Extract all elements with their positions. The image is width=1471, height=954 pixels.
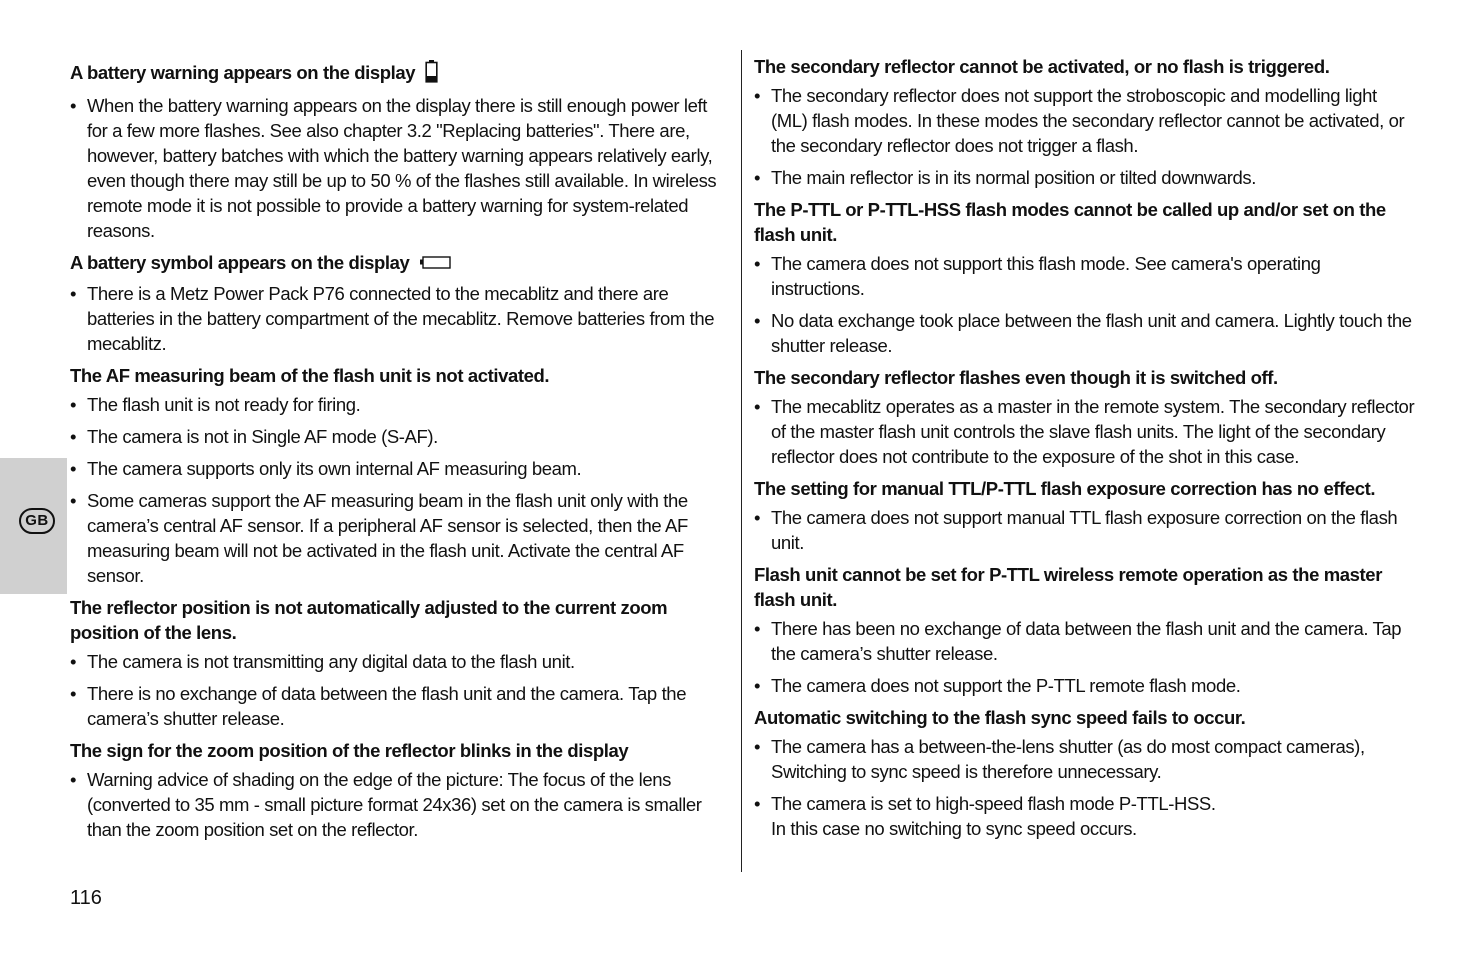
section-heading: A battery symbol appears on the display <box>70 250 732 277</box>
list-item: • Some cameras support the AF measuring beam in the flash unit only with the camera’s central AF sensor. If a peripheral AF sensor is selected, then the AF measuring beam will not be activated in the flash unit. Activate the central AF sensor. <box>70 488 732 588</box>
section-heading: The sign for the zoom position of the reflector blinks in the display <box>70 739 629 761</box>
section-heading: The AF measuring beam of the flash unit is not activated. <box>70 364 550 386</box>
list-item: • There has been no exchange of data between the flash unit and the camera. Tap the camera’s shutter release. <box>754 616 1416 666</box>
list-item: • The camera supports only its own internal AF measuring beam. <box>70 456 732 481</box>
section <box>70 59 732 243</box>
section <box>70 250 732 356</box>
list-item: • No data exchange took place between the flash unit and camera. Lightly touch the shutter release. <box>754 308 1416 358</box>
section <box>754 476 1416 555</box>
list-item: • The camera is not transmitting any digital data to the flash unit. <box>70 649 732 674</box>
list-item: • The flash unit is not ready for firing. <box>70 392 732 417</box>
section-heading: Flash unit cannot be set for P-TTL wireless remote operation as the master flash unit. <box>754 564 1382 610</box>
section-heading: The secondary reflector flashes even though it is switched off. <box>754 367 1278 388</box>
right-column <box>754 50 1416 848</box>
list-item: • The main reflector is in its normal position or tilted downwards. <box>754 165 1416 190</box>
section <box>70 363 732 588</box>
section-heading: The secondary reflector cannot be activated, or no flash is triggered. <box>754 56 1330 77</box>
page-number: 116 <box>70 887 102 909</box>
section <box>754 365 1416 469</box>
list-item: • The camera does not support this flash mode. See camera's operating instructions. <box>754 251 1416 301</box>
section-heading: The reflector position is not automatically adjusted to the current zoom position of the lens. <box>70 596 668 643</box>
section <box>754 562 1416 698</box>
list-item: • When the battery warning appears on the display there is still enough power left for a few more flashes. See also chapter 3.2 "Replacing batteries". There are, however, battery batches with which the battery warning appears relatively early, even though there may still be up to 50 % of the flashes still available. In wireless remote mode it is not possible to provide a battery warning for system-related reasons. <box>70 93 732 243</box>
list-item: • The mecablitz operates as a master in the remote system. The secondary reflector of the master flash unit controls the slave flash units. The light of the secondary reflector does not contribute to the exposure of the shot in this case. <box>754 394 1416 469</box>
section <box>754 54 1416 190</box>
list-item: • There is a Metz Power Pack P76 connected to the mecablitz and there are batteries in the battery compartment of the mecablitz. Remove batteries from the mecablitz. <box>70 281 732 356</box>
language-badge: GB <box>19 508 55 534</box>
section-heading: A battery warning appears on the display <box>70 59 732 89</box>
list-item: • There is no exchange of data between the flash unit and the camera. Tap the camera’s shutter release. <box>70 681 732 731</box>
list-item: • The camera is set to high-speed flash mode P-TTL-HSS. In this case no switching to sync speed occurs. <box>754 791 1416 841</box>
list-item: • The camera has a between-the-lens shutter (as do most compact cameras), Switching to sync speed is therefore unnecessary. <box>754 734 1416 784</box>
section-heading: Automatic switching to the flash sync speed fails to occur. <box>754 707 1246 728</box>
left-column <box>70 50 732 849</box>
column-divider <box>741 50 742 872</box>
section <box>754 197 1416 358</box>
list-item: • The camera is not in Single AF mode (S-AF). <box>70 424 732 449</box>
list-item: • The camera does not support manual TTL flash exposure correction on the flash unit. <box>754 505 1416 555</box>
section <box>754 705 1416 841</box>
section-heading: The P-TTL or P-TTL-HSS flash modes cannot be called up and/or set on the flash unit. <box>754 199 1386 245</box>
battery-warning-icon <box>425 59 438 89</box>
battery-symbol-icon <box>419 252 451 277</box>
section <box>70 738 732 842</box>
section-heading: The setting for manual TTL/P-TTL flash exposure correction has no effect. <box>754 478 1376 499</box>
list-item: • The secondary reflector does not support the stroboscopic and modelling light (ML) flash modes. In these modes the secondary reflector cannot be activated, or the secondary reflector does not trigger a flash. <box>754 83 1416 158</box>
section <box>70 595 732 731</box>
list-item: • The camera does not support the P-TTL remote flash mode. <box>754 673 1416 698</box>
list-item: • Warning advice of shading on the edge of the picture: The focus of the lens (converted to 35 mm - small picture format 24x36) set on the camera is smaller than the zoom position set on the reflector. <box>70 767 732 842</box>
